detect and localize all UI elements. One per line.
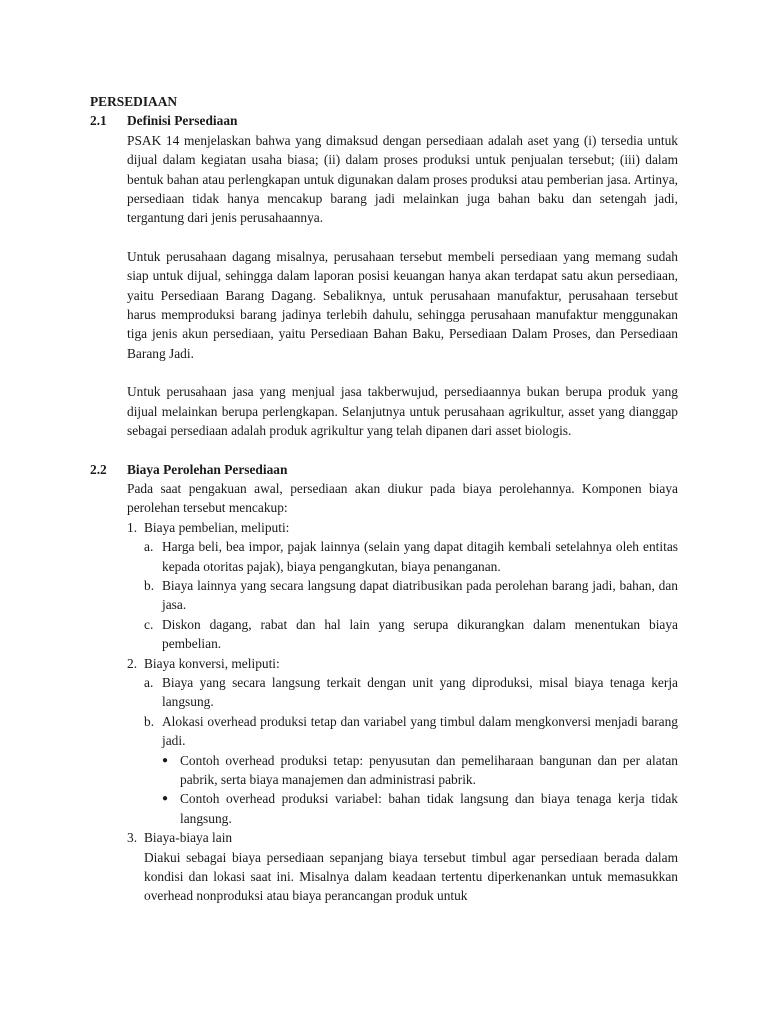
list-item xyxy=(144,537,678,576)
paragraph: Pada saat pengakuan awal, persediaan akan diukur pada biaya perolehannya. Komponen biaya perolehan tersebut mencakup: xyxy=(127,480,678,516)
list-number: 1. xyxy=(127,519,138,535)
list-item-text: Harga beli, bea impor, pajak lainnya (selain yang dapat ditagih kembali setelahnya oleh entitas kepada otoritas pajak), biaya pengangkutan, biaya penanganan. xyxy=(162,539,678,574)
paragraph: Untuk perusahaan dagang misalnya, perusahaan tersebut membeli persediaan yang memang sudah siap untuk dijual, sehingga dalam laporan posisi keuangan hanya akan terdapat satu akun persediaan, yaitu Persediaan Barang Dagang. Sebaliknya, untuk perusahaan manufaktur, perusahaan tersebut harus memproduksi barang jadinya terlebih dahulu, sehingga perusahaan manufaktur menggunakan tiga jenis akun persediaan, yaitu Persediaan Bahan Baku, Persediaan Dalam Proses, dan Persediaan Barang Jadi. xyxy=(127,248,678,361)
section-heading-2-1 xyxy=(90,111,678,130)
list-item xyxy=(144,615,678,654)
section-body-2-2 xyxy=(127,479,678,906)
bullet-text: Contoh overhead produksi tetap: penyusutan dan pemeliharaan bangunan dan per alatan pabrik, serta biaya manajemen dan administrasi pabrik. xyxy=(180,752,678,787)
bullet-item xyxy=(162,751,678,790)
section-body-2-1 xyxy=(127,131,678,441)
list-item xyxy=(144,712,678,751)
list-item-text: Alokasi overhead produksi tetap dan variabel yang timbul dalam mengkonversi menjadi barang jadi. xyxy=(162,713,678,749)
list-item xyxy=(127,654,678,673)
lettered-list xyxy=(144,673,678,751)
paragraph: Diakui sebagai biaya persediaan sepanjang biaya tersebut timbul agar persediaan berada dalam kondisi dan lokasi saat ini. Misalnya dalam keadaan tertentu diperkenankan untuk memasukkan overhead nonproduksi atau biaya perancangan produk untuk xyxy=(144,849,678,904)
list-item-text: Diskon dagang, rabat dan hal lain yang serupa dikurangkan dalam menentukan biaya pembelian. xyxy=(162,616,678,652)
list-letter: b. xyxy=(144,577,155,593)
lettered-list xyxy=(144,537,678,653)
section-title: Biaya Perolehan Persediaan xyxy=(127,461,288,477)
bullet-icon: ● xyxy=(162,754,169,766)
list-item xyxy=(127,518,678,537)
document-page xyxy=(90,92,678,906)
bullet-item xyxy=(162,789,678,828)
list-item-text: Biaya yang secara langsung terkait dengan unit yang diproduksi, misal biaya tenaga kerja langsung. xyxy=(162,674,678,710)
list-number: 3. xyxy=(127,830,138,846)
list-item-text: Biaya pembelian, meliputi: xyxy=(144,519,290,535)
paragraph: PSAK 14 menjelaskan bahwa yang dimaksud dengan persediaan adalah aset yang (i) tersedia untuk dijual dalam kegiatan usaha biasa; (ii) dalam proses produksi untuk penjualan tersebut; (iii) dalam bentuk bahan atau perlengkapan untuk digunakan dalam proses produksi atau pemberian jasa. Artinya, persediaan tidak hanya mencakup barang jadi melainkan juga bahan baku dan setengah jadi, tergantung dari jenis perusahaannya. xyxy=(127,132,678,226)
list-item xyxy=(144,673,678,712)
document-title: PERSEDIAAN xyxy=(90,94,178,109)
numbered-list xyxy=(127,518,678,906)
section-heading-2-2 xyxy=(90,460,678,479)
bullet-text: Contoh overhead produksi variabel: bahan tidak langsung dan biaya tenaga kerja tidak langsung. xyxy=(180,791,678,826)
list-letter: a. xyxy=(144,539,154,555)
list-item-text: Biaya-biaya lain xyxy=(144,830,233,846)
list-item xyxy=(144,576,678,615)
section-title: Definisi Persediaan xyxy=(127,113,238,129)
section-number: 2.1 xyxy=(90,113,107,129)
bullet-icon: ● xyxy=(162,793,169,805)
list-item xyxy=(127,828,678,847)
list-item-text: Biaya konversi, meliputi: xyxy=(144,655,280,671)
list-item-text: Biaya lainnya yang secara langsung dapat diatribusikan pada perolehan barang jadi, bahan, dan jasa. xyxy=(162,577,678,613)
list-letter: c. xyxy=(144,616,154,632)
section-number: 2.2 xyxy=(90,461,107,477)
list-number: 2. xyxy=(127,655,138,671)
bullet-list xyxy=(162,751,678,829)
paragraph: Untuk perusahaan jasa yang menjual jasa takberwujud, persediaannya bukan berupa produk yang dijual melainkan berupa perlengkapan. Selanjutnya untuk perusahaan agrikultur, asset yang dianggap sebagai persediaan adalah produk agrikultur yang telah dipanen dari asset biologis. xyxy=(127,384,678,439)
list-letter: b. xyxy=(144,713,155,729)
list-letter: a. xyxy=(144,674,154,690)
